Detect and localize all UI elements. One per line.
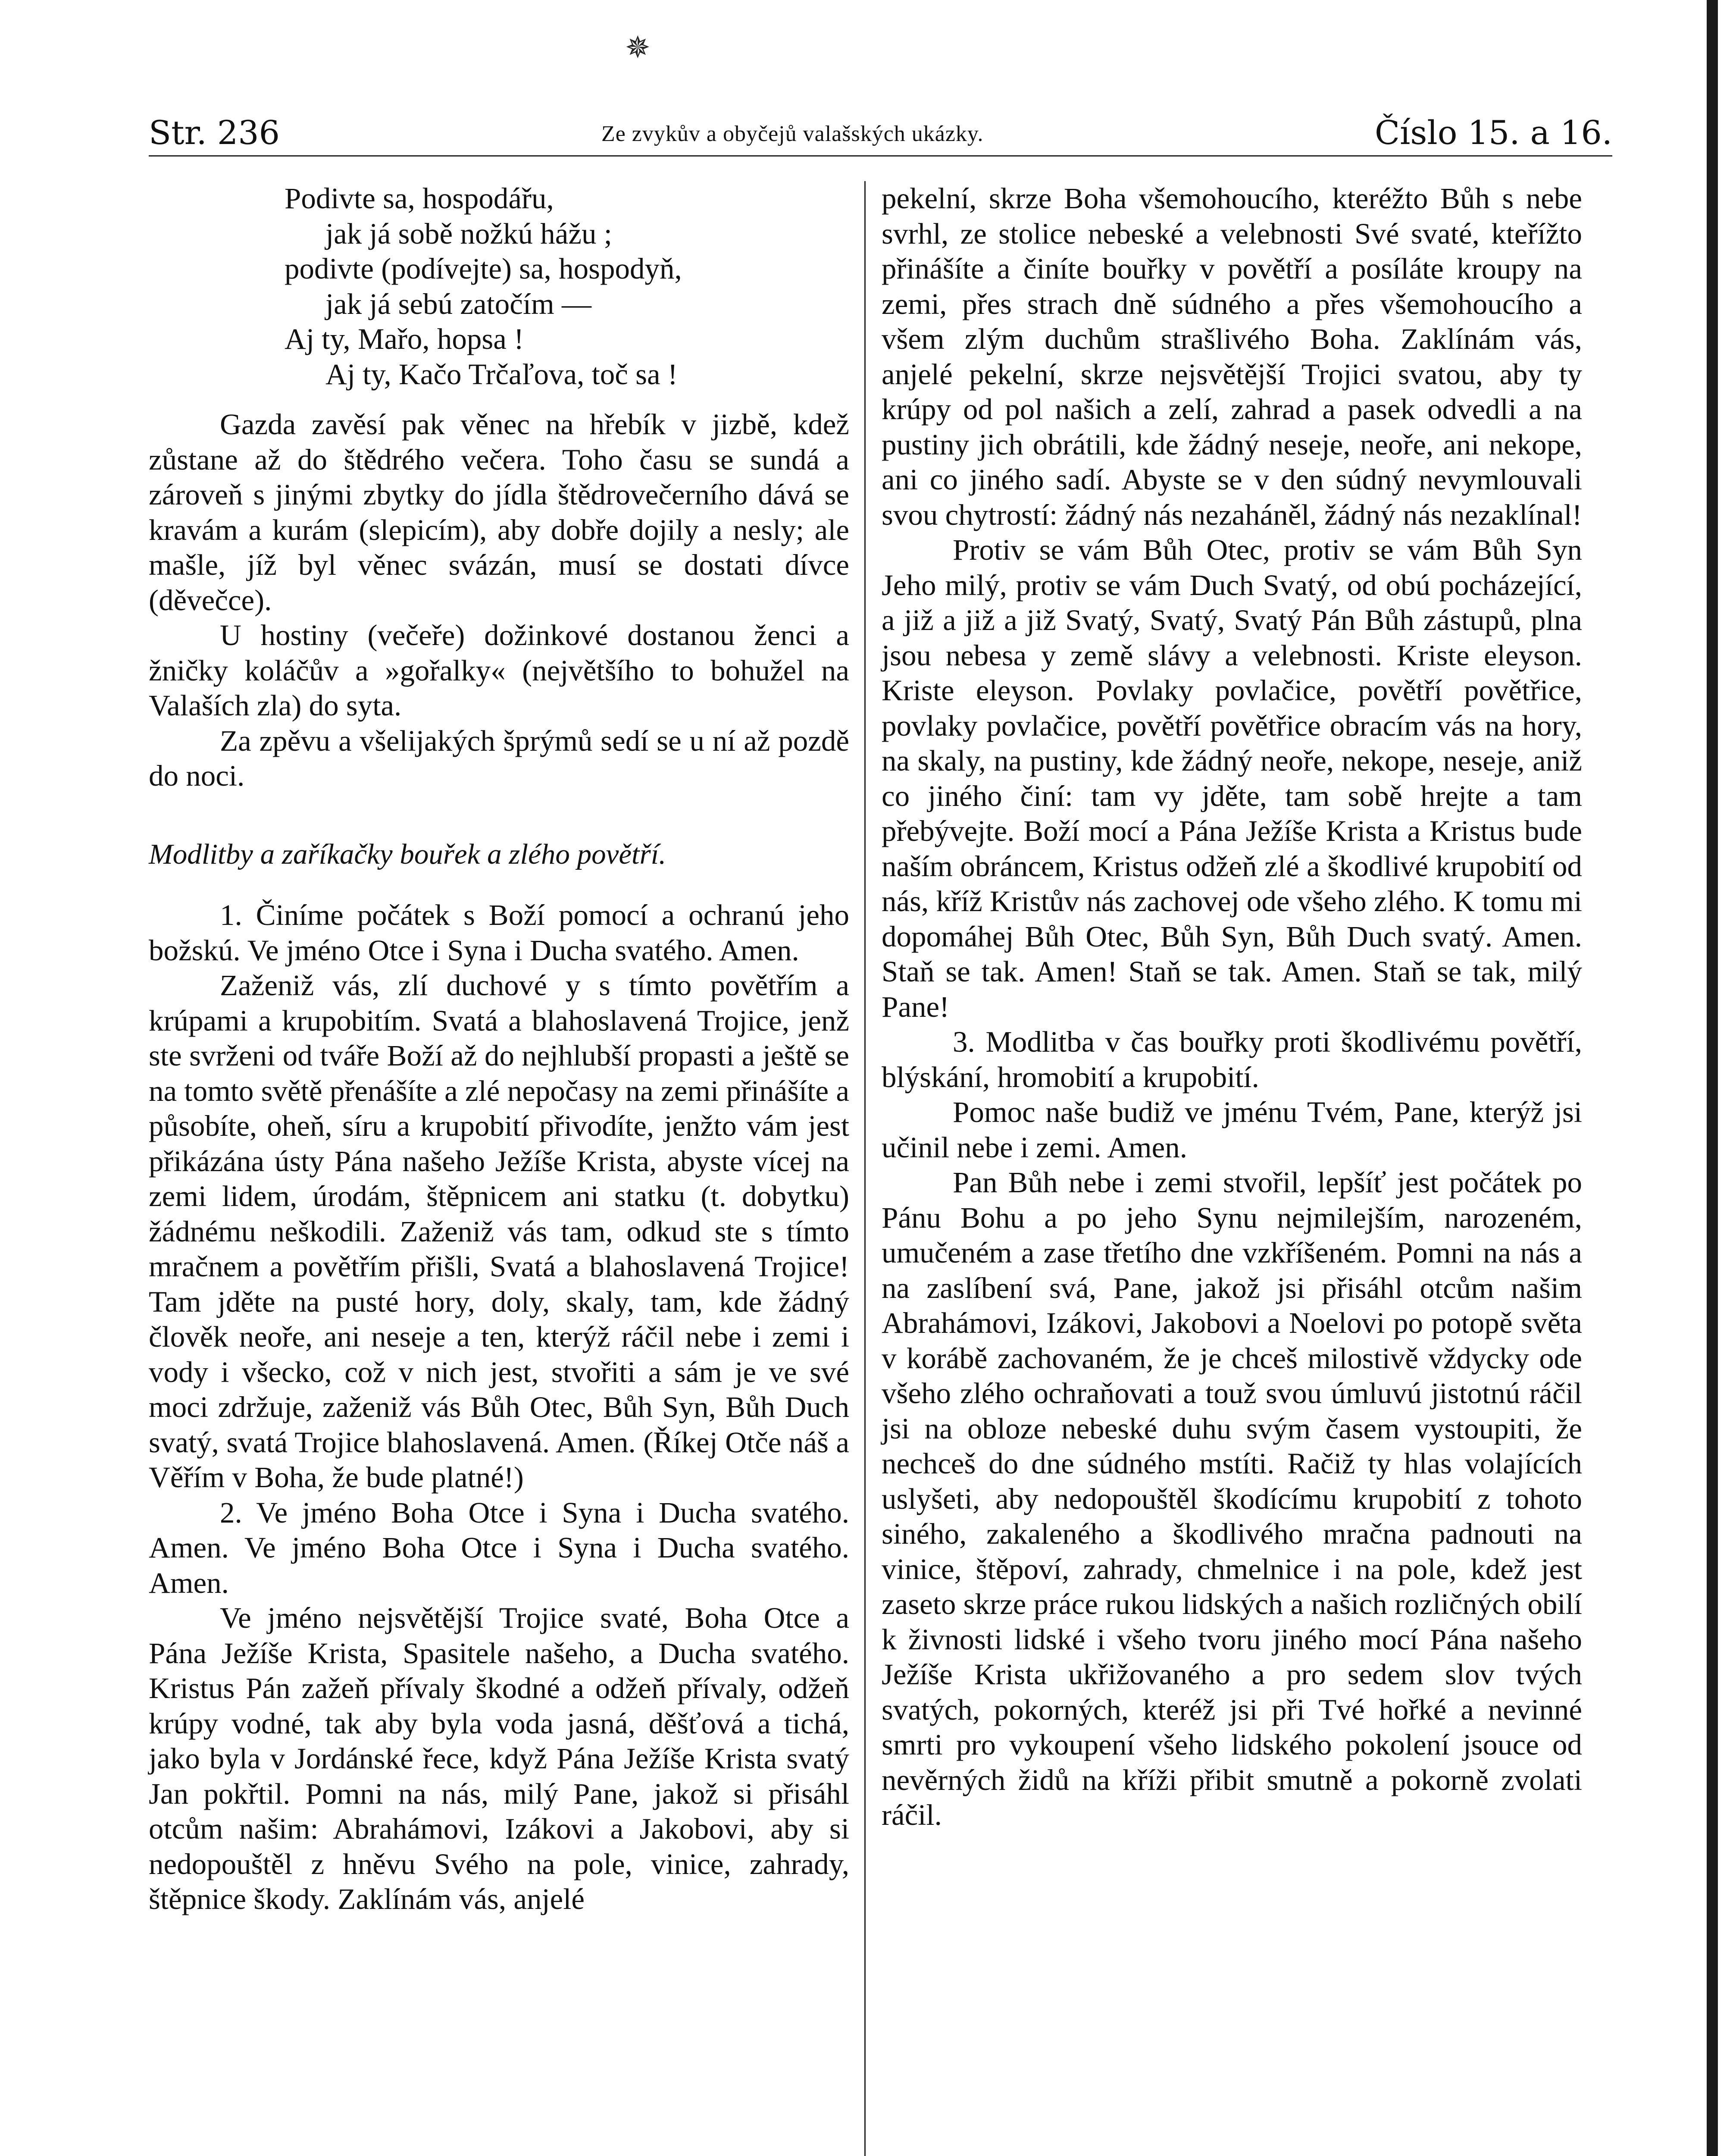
running-header <box>149 110 1612 157</box>
verse-line: jak já sobě nožkú hážu ; <box>325 217 612 250</box>
verse-line: Aj ty, Mařo, hopsa ! <box>285 323 524 355</box>
paragraph: Gazda zavěsí pak věnec na hřebík v jizbě, kdež zůstane až do štědrého večera. Toho času se sundá a zároveň s jinými zbytky do jídla štědrovečerního dává se kravám a kurám (slepicím), aby dobře dojily a nesly; ale mašle, jíž byl věnec svázán, musí se dostati dívce (děvečce). <box>149 408 849 617</box>
verse-line: Podivte sa, hospodářu, <box>285 182 554 215</box>
left-column <box>149 181 849 1917</box>
paragraph: Ve jméno nejsvětější Trojice svaté, Boha Otce a Pána Ježíše Krista, Spasitele našeho, a Ducha svatého. Kristus Pán zažeň přívaly škodné a odžeň přívaly, odžeň krúpy vodné, tak aby byla voda jasná, děšťová a tichá, jako byla v Jordánské řece, když Pána Ježíše Krista svatý Jan pokřtil. Pomni na nás, milý Pane, jakož si přisáhl otcům našim: Abrahámovi, Izákovi a Jakobovi, aby si nedopouštěl z hněvu Svého na pole, vinice, zahrady, štěpnice škody. Zaklínám vás, anjelé <box>149 1601 849 1915</box>
paragraph: pekelní, skrze Boha všemohoucího, kteréžto Bůh s nebe svrhl, ze stolice nebeské a velebnosti Své svaté, kteřížto přinášíte a činíte bouřky v povětří a posíláte kroupy na zemi, přes strach dně súdného a přes všemohoucího a všem zlým duchům strašlivého Boha. Zaklínám vás, anjelé pekelní, skrze nejsvětější Trojici svatou, aby ty krúpy od pol našich a zelí, zahrad a pasek odvedli a na pustiny jich obrátili, kde žádný neseje, neoře, ani nekope, ani co jiného sadí. Abyste se v den súdný nevymlouvali svou chytrostí: žádný nás nezaháněl, žádný nás nezaklínal! <box>882 182 1582 531</box>
ink-mark: ✵ <box>625 30 651 65</box>
paragraph: Protiv se vám Bůh Otec, protiv se vám Bůh Syn Jeho milý, protiv se vám Duch Svatý, od obú pocházející, a již a již a již Svatý, Svatý, Svatý Pán Bůh zástupů, plna jsou nebesa y země slávy a velebnosti. Kriste eleyson. Kriste eleyson. Povlaky povlačice, povětří povětřice, povlaky povlačice, povětří povětřice obracím vás na hory, na skaly, na pustiny, kde žádný neoře, nekope, neseje, aniž co jiného činí: tam vy jděte, tam sobě hrejte a tam přebývejte. Boží mocí a Pána Ježíše Krista a Kristus bude naším obráncem, Kristus odžeň zlé a škodlivé krupobití od nás, kříž Kristův nás zachovej ode všeho zlého. K tomu mi dopomáhej Bůh Otec, Bůh Syn, Bůh Duch svatý. Amen. Staň se tak. Amen! Staň se tak. Amen. Staň se tak, milý Pane! <box>882 533 1582 1023</box>
page-number: Str. 236 <box>149 113 280 152</box>
header-rule <box>149 155 1612 157</box>
paragraph: Pomoc naše budiž ve jménu Tvém, Pane, kterýž jsi učinil nebe i zemi. Amen. <box>882 1096 1582 1164</box>
right-column <box>882 181 1582 1833</box>
paragraph: 3. Modlitba v čas bouřky proti škodlivému povětří, blýskání, hromobití a krupobití. <box>882 1025 1582 1094</box>
verse-line: podivte (podívejte) sa, hospodyň, <box>285 252 682 285</box>
paragraph: 2. Ve jméno Boha Otce i Syna i Ducha svatého. Amen. Ve jméno Boha Otce i Syna i Ducha svatého. Amen. <box>149 1496 849 1599</box>
verse-line: jak já sebú zatočím — <box>325 287 591 320</box>
paragraph: 1. Činíme počátek s Boží pomocí a ochranú jeho božskú. Ve jméno Otce i Syna i Ducha svatého. Amen. <box>149 899 849 967</box>
paragraph: Pan Bůh nebe i zemi stvořil, lepšíť jest počátek po Pánu Bohu a po jeho Synu nejmilejším, narozeném, umučeném a zase třetího dne vzkříšeném. Pomni na nás a na zaslíbení svá, Pane, jakož jsi přisáhl otcům našim Abrahámovi, Izákovi, Jakobovi a Noelovi po potopě světa v korábě zachovaném, že je chceš milostivě vždycky ode všeho zlého ochraňovati a touž svou úmluvú jistotnú ráčil jsi na obloze nebeské duhu svým časem vystoupiti, že nechceš do dne súdného mstíti. Račiž ty hlas volajících uslyšeti, aby nedopouštěl škodícímu krupobití z tohoto siného, zakaleného a škodlivého mračna padnouti na vinice, štěpoví, zahrady, chmelnice i na pole, kdež jest zaseto skrze práce rukou lidských a našich rozličných obilí k živnosti lidské i všeho tvoru jiného mocí Pána našeho Ježíše Krista ukřižovaného a pro sedem slov tvých svatých, pokorných, kteréž jsi při Tvé hořké a nevinné smrti pro vykoupení všeho lidského pokolení jsouce od nevěrných židů na kříži přibit smutně a pokorně zvolati ráčil. <box>882 1166 1582 1831</box>
column-divider <box>864 181 866 2156</box>
issue-number: Číslo 15. a 16. <box>1374 113 1612 152</box>
verse-line: Aj ty, Kačo Trčaľova, toč sa ! <box>325 357 678 391</box>
running-title: Ze zvykův a obyčejů valašských ukázky. <box>601 122 984 146</box>
paragraph: Zaženiž vás, zlí duchové y s tímto povětřím a krúpami a krupobitím. Svatá a blahoslavená Trojice, jenž ste svrženi od tváře Boží až do nejhlubší propasti a ještě se na tomto světě přenášíte a zlé nepočasy na zemi přinášíte a působíte, oheň, síru a krupobití přivodíte, jenžto vám jest přikázána ústy Pána našeho Ježíše Krista, abyste vícej na zemi lidem, úrodám, štěpnicem ani statku (t. dobytku) žádnému neškodili. Zaženiž vás tam, odkud ste s tímto mračnem a povětřím přišli, Svatá a blahoslavená Trojice! Tam jděte na pusté hory, doly, skaly, tam, kde žádný člověk neoře, ani neseje a ten, kterýž ráčil nebe i zemi i vody i všecko, což v nich jest, stvořiti a sám je ve své moci zdržuje, zaženiž vás Bůh Otec, Bůh Syn, Bůh Duch svatý, svatá Trojice blahoslavená. Amen. (Říkej Otče náš a Věřím v Boha, že bude platné!) <box>149 969 849 1494</box>
paragraph: Za zpěvu a všelijakých šprýmů sedí se u ní až pozdě do noci. <box>149 724 849 792</box>
folk-verse <box>149 181 849 392</box>
paragraph: U hostiny (večeře) dožinkové dostanou ženci a žničky koláčův a »gořalky« (největšího to bohužel na Valaších zla) do syta. <box>149 619 849 722</box>
section-heading: Modlitby a zaříkačky bouřek a zlého povětří. <box>149 838 666 870</box>
